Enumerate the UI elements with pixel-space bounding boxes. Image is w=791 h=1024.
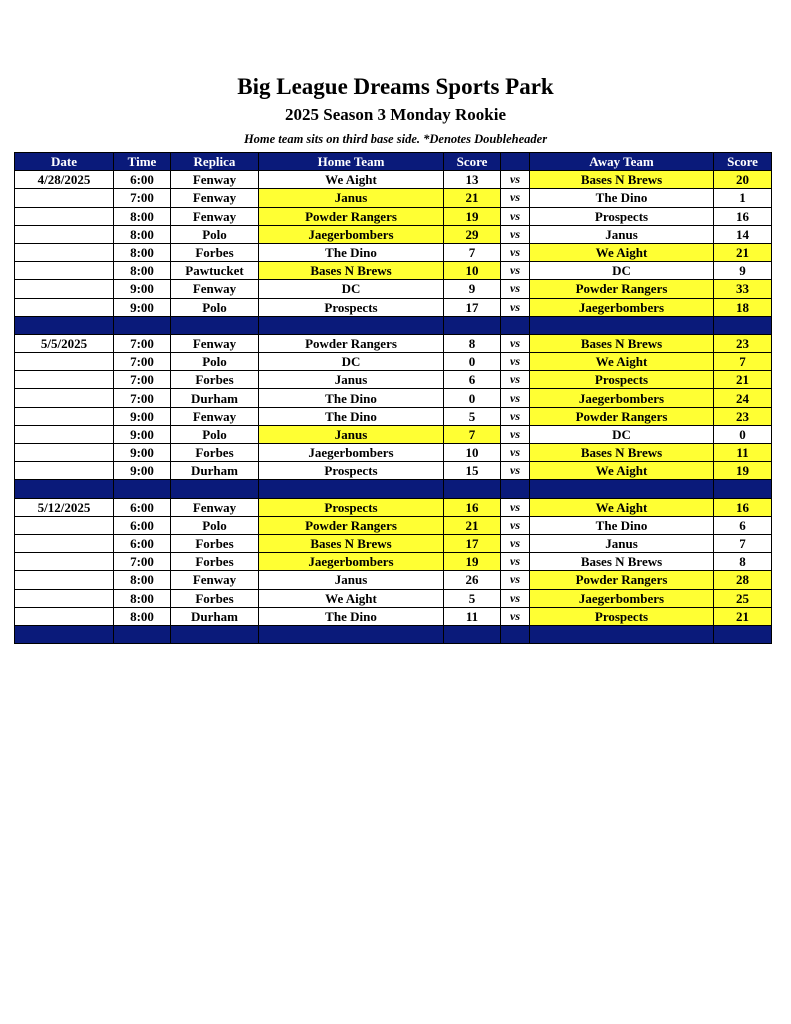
away-score: 18 [714,298,772,316]
home-score: 7 [444,243,501,261]
game-date [15,534,114,552]
game-time: 6:00 [114,171,171,189]
separator-cell [530,316,714,334]
game-time: 8:00 [114,589,171,607]
separator-cell [259,480,444,498]
week-separator [15,625,772,643]
separator-cell [171,625,259,643]
away-team: Janus [530,534,714,552]
away-team: Jaegerbombers [530,298,714,316]
col-header-home-score: Score [444,153,501,171]
away-team: Bases N Brews [530,334,714,352]
game-row [15,407,772,425]
away-score: 20 [714,171,772,189]
away-score: 19 [714,462,772,480]
away-team: Bases N Brews [530,444,714,462]
separator-cell [171,480,259,498]
away-score: 8 [714,553,772,571]
game-row [15,243,772,261]
separator-cell [15,480,114,498]
game-row [15,425,772,443]
game-field: Forbes [171,553,259,571]
game-date [15,262,114,280]
game-date [15,571,114,589]
game-time: 6:00 [114,516,171,534]
game-time: 7:00 [114,353,171,371]
away-team: Prospects [530,371,714,389]
home-score: 11 [444,607,501,625]
col-header-vs [501,153,530,171]
game-date: 5/12/2025 [15,498,114,516]
home-team: The Dino [259,389,444,407]
game-time: 7:00 [114,553,171,571]
game-field: Polo [171,425,259,443]
vs-label: vs [501,389,530,407]
home-team: Jaegerbombers [259,553,444,571]
game-field: Forbes [171,589,259,607]
home-score: 26 [444,571,501,589]
separator-cell [259,625,444,643]
game-field: Forbes [171,371,259,389]
separator-cell [15,625,114,643]
game-date [15,589,114,607]
game-field: Fenway [171,189,259,207]
home-team: Prospects [259,298,444,316]
home-score: 9 [444,280,501,298]
header-row [15,153,772,171]
away-team: Jaegerbombers [530,589,714,607]
game-field: Pawtucket [171,262,259,280]
vs-label: vs [501,607,530,625]
home-score: 15 [444,462,501,480]
vs-label: vs [501,171,530,189]
vs-label: vs [501,462,530,480]
home-team: Janus [259,189,444,207]
separator-cell [444,316,501,334]
separator-cell [171,316,259,334]
game-field: Fenway [171,334,259,352]
home-team: Prospects [259,462,444,480]
game-time: 8:00 [114,225,171,243]
home-team: Jaegerbombers [259,444,444,462]
game-time: 6:00 [114,534,171,552]
vs-label: vs [501,444,530,462]
home-score: 19 [444,553,501,571]
game-field: Durham [171,607,259,625]
page-title: Big League Dreams Sports Park [237,74,554,99]
game-field: Fenway [171,280,259,298]
home-score: 10 [444,444,501,462]
game-time: 8:00 [114,262,171,280]
game-time: 9:00 [114,298,171,316]
game-field: Forbes [171,534,259,552]
vs-label: vs [501,534,530,552]
home-score: 5 [444,589,501,607]
away-score: 25 [714,589,772,607]
home-score: 17 [444,298,501,316]
col-header-replica: Replica [171,153,259,171]
game-row [15,389,772,407]
home-team: Bases N Brews [259,262,444,280]
separator-cell [444,625,501,643]
vs-label: vs [501,225,530,243]
game-date [15,243,114,261]
game-time: 9:00 [114,407,171,425]
away-score: 21 [714,371,772,389]
away-team: DC [530,262,714,280]
game-date [15,553,114,571]
vs-label: vs [501,334,530,352]
game-row [15,207,772,225]
separator-cell [530,625,714,643]
away-team: Jaegerbombers [530,389,714,407]
separator-cell [15,316,114,334]
home-score: 8 [444,334,501,352]
home-score: 17 [444,534,501,552]
schedule-note: Home team sits on third base side. *Denotes Doubleheader [243,132,548,146]
away-score: 0 [714,425,772,443]
game-row [15,225,772,243]
game-field: Durham [171,389,259,407]
game-time: 9:00 [114,444,171,462]
away-score: 7 [714,353,772,371]
schedule-table [14,152,772,644]
game-date [15,462,114,480]
game-date [15,607,114,625]
separator-cell [444,480,501,498]
vs-label: vs [501,298,530,316]
game-date [15,389,114,407]
schedule-body [15,171,772,644]
away-score: 7 [714,534,772,552]
game-time: 8:00 [114,207,171,225]
away-team: Prospects [530,207,714,225]
game-time: 7:00 [114,189,171,207]
game-field: Polo [171,298,259,316]
vs-label: vs [501,371,530,389]
home-team: Janus [259,425,444,443]
vs-label: vs [501,516,530,534]
game-row [15,171,772,189]
separator-cell [714,316,772,334]
game-date [15,407,114,425]
game-time: 8:00 [114,607,171,625]
vs-label: vs [501,498,530,516]
game-time: 6:00 [114,498,171,516]
game-field: Polo [171,225,259,243]
game-time: 9:00 [114,425,171,443]
week-separator [15,316,772,334]
game-row [15,298,772,316]
game-date [15,280,114,298]
vs-label: vs [501,262,530,280]
home-score: 6 [444,371,501,389]
vs-label: vs [501,280,530,298]
home-team: DC [259,353,444,371]
game-field: Forbes [171,243,259,261]
game-field: Fenway [171,407,259,425]
separator-cell [501,316,530,334]
home-team: The Dino [259,607,444,625]
home-score: 21 [444,516,501,534]
game-field: Fenway [171,571,259,589]
vs-label: vs [501,425,530,443]
game-row [15,262,772,280]
home-team: We Aight [259,171,444,189]
away-team: We Aight [530,243,714,261]
game-field: Forbes [171,444,259,462]
game-row [15,371,772,389]
away-team: DC [530,425,714,443]
home-score: 7 [444,425,501,443]
home-team: Janus [259,571,444,589]
separator-cell [259,316,444,334]
home-score: 13 [444,171,501,189]
away-team: Powder Rangers [530,407,714,425]
game-time: 7:00 [114,371,171,389]
away-score: 16 [714,498,772,516]
game-row [15,189,772,207]
home-team: Powder Rangers [259,207,444,225]
away-score: 14 [714,225,772,243]
away-team: Prospects [530,607,714,625]
home-team: Bases N Brews [259,534,444,552]
home-team: Powder Rangers [259,334,444,352]
away-team: Powder Rangers [530,280,714,298]
game-row [15,280,772,298]
game-row [15,534,772,552]
game-row [15,498,772,516]
game-date [15,189,114,207]
game-date [15,425,114,443]
game-row [15,516,772,534]
week-separator [15,480,772,498]
separator-cell [501,480,530,498]
away-team: The Dino [530,189,714,207]
away-score: 33 [714,280,772,298]
home-team: The Dino [259,407,444,425]
away-team: We Aight [530,462,714,480]
away-score: 21 [714,243,772,261]
season-subtitle: 2025 Season 3 Monday Rookie [284,105,507,124]
game-date [15,371,114,389]
home-score: 0 [444,389,501,407]
separator-cell [114,625,171,643]
home-score: 29 [444,225,501,243]
vs-label: vs [501,189,530,207]
vs-label: vs [501,589,530,607]
home-score: 16 [444,498,501,516]
col-header-away-team: Away Team [530,153,714,171]
game-date [15,516,114,534]
vs-label: vs [501,207,530,225]
game-date [15,298,114,316]
vs-label: vs [501,407,530,425]
game-row [15,334,772,352]
game-field: Fenway [171,498,259,516]
game-row [15,462,772,480]
game-date [15,225,114,243]
separator-cell [714,480,772,498]
away-score: 1 [714,189,772,207]
home-score: 19 [444,207,501,225]
away-team: We Aight [530,498,714,516]
vs-label: vs [501,571,530,589]
home-team: The Dino [259,243,444,261]
game-field: Polo [171,353,259,371]
away-team: Powder Rangers [530,571,714,589]
away-score: 24 [714,389,772,407]
away-score: 23 [714,407,772,425]
separator-cell [114,316,171,334]
home-score: 5 [444,407,501,425]
game-field: Fenway [171,171,259,189]
game-row [15,553,772,571]
away-score: 28 [714,571,772,589]
vs-label: vs [501,553,530,571]
away-score: 23 [714,334,772,352]
col-header-home-team: Home Team [259,153,444,171]
game-date [15,207,114,225]
separator-cell [714,625,772,643]
home-team: Janus [259,371,444,389]
away-team: The Dino [530,516,714,534]
home-team: Prospects [259,498,444,516]
game-time: 7:00 [114,334,171,352]
game-time: 9:00 [114,280,171,298]
col-header-time: Time [114,153,171,171]
away-team: Bases N Brews [530,553,714,571]
col-header-away-score: Score [714,153,772,171]
away-score: 11 [714,444,772,462]
away-score: 6 [714,516,772,534]
game-time: 7:00 [114,389,171,407]
game-time: 9:00 [114,462,171,480]
vs-label: vs [501,353,530,371]
home-team: Powder Rangers [259,516,444,534]
away-team: We Aight [530,353,714,371]
home-team: Jaegerbombers [259,225,444,243]
away-team: Bases N Brews [530,171,714,189]
vs-label: vs [501,243,530,261]
home-score: 10 [444,262,501,280]
home-score: 21 [444,189,501,207]
game-row [15,571,772,589]
home-team: We Aight [259,589,444,607]
separator-cell [530,480,714,498]
game-row [15,353,772,371]
game-date: 4/28/2025 [15,171,114,189]
game-field: Durham [171,462,259,480]
game-date [15,444,114,462]
away-score: 9 [714,262,772,280]
separator-cell [114,480,171,498]
game-field: Fenway [171,207,259,225]
home-team: DC [259,280,444,298]
game-time: 8:00 [114,571,171,589]
game-row [15,607,772,625]
away-team: Janus [530,225,714,243]
away-score: 21 [714,607,772,625]
game-row [15,589,772,607]
game-field: Polo [171,516,259,534]
game-row [15,444,772,462]
separator-cell [501,625,530,643]
game-time: 8:00 [114,243,171,261]
col-header-date: Date [15,153,114,171]
game-date: 5/5/2025 [15,334,114,352]
away-score: 16 [714,207,772,225]
game-date [15,353,114,371]
home-score: 0 [444,353,501,371]
